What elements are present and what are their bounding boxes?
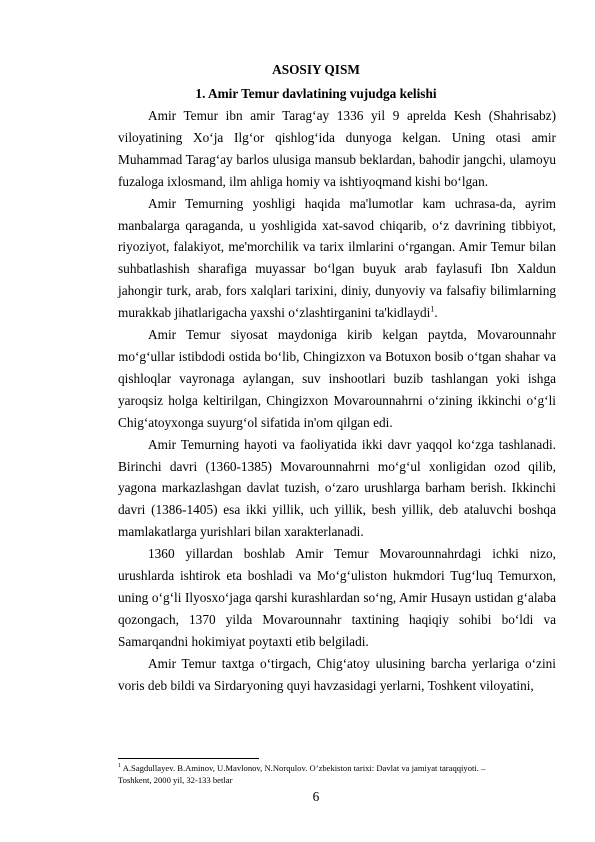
footnote-line-2: Toshkent, 2000 yil, 32-133 betlar xyxy=(118,774,233,785)
paragraph-mongol-rule: Amir Temur siyosat maydoniga kirib kelgan paytda, Movarounnahr mo‘g‘ullar istibdodi ostida bo‘lib, Chingizxon va Botuxon bosib o‘tgan shahar va qishloqlar vayronaga aylangan, suv inshootlari buzib tashlangan yoki ishga yaroqsiz holga keltirilgan, Chingizxon Movarounnahrni o‘zining ikkinchi o‘g‘li Chig‘atoyxonga suyurg‘ol sifatida in'om qilgan edi. xyxy=(118,327,556,430)
paragraph-youth: Amir Temurning yoshligi haqida ma'lumotlar kam uchrasa-da, ayrim manbalarga qaraganda, u yoshligida xat-savod chiqarib, o‘z davrining tibbiyot, riyoziyot, falakiyot, me'morchilik va tarix ilmlarini o‘rgangan. Amir Temur bilan suhbatlashish sharafiga muyassar bo‘lgan buyuk arab faylasufi Ibn Xaldun jahongir turk, arab, fors xalqlari tarixini, diniy, dunyoviy va falsafiy bilimlarning murakkab jihatlarigacha yaxshi o‘zlashtirganini ta'kidlaydi$^1$. xyxy=(118,195,556,321)
footnote-reference[interactable]: 1 xyxy=(430,304,435,314)
footnote-marker: 1 xyxy=(118,763,121,769)
subsection-title: 1. Amir Temur davlatining vujudga kelishi xyxy=(195,86,437,101)
body-text xyxy=(118,105,556,696)
paragraph-youth-text: Amir Temurning yoshligi haqida ma'lumotlar kam uchrasa-da, ayrim manbalarga qaraganda, u yoshligida xat-savod chiqarib, o‘z davrining tibbiyot, riyoziyot, falakiyot, me'morchilik va tarix ilmlarini o‘rgangan. Amir Temur bilan suhbatlashish sharafiga muyassar bo‘lgan buyuk arab faylasufi Ibn Xaldun jahongir turk, arab, fors xalqlari tarixini, diniy, dunyoviy va falsafiy bilimlarning murakkab jihatlarigacha yaxshi o‘zlashtirganini ta'kidlaydi xyxy=(118,195,556,321)
paragraph-birth: Amir Temur ibn amir Tarag‘ay 1336 yil 9 aprelda Kesh (Shahrisabz) viloyatining Xo‘ja Ilg‘or qishlog‘ida dunyoga kelgan. Uning otasi amir Muhammad Tarag‘ay barlos ulusiga mansub beklardan, bahodir jangchi, ulamoyu fuzaloga ixlosmand, ilm ahliga homiy va ishtiyoqmand kishi bo‘lgan. xyxy=(118,108,556,189)
paragraph-throne: Amir Temur taxtga o‘tirgach, Chig‘atoy ulusining barcha yerlariga o‘zini voris deb bildi va Sirdaryoning quyi havzasidagi yerlarni, Toshkent viloyatini, xyxy=(118,655,556,693)
footnote-line-1: A.Sagdullayev. B.Aminov, U.Mavlonov, N.Norqulov. O’zbekiston tarixi: Davlat va jamiyat taraqqiyoti. – xyxy=(122,762,486,773)
paragraph-two-periods: Amir Temurning hayoti va faoliyatida ikki davr yaqqol ko‘zga tashlanadi. Birinchi davri (1360-1385) Movarounnahrni mo‘g‘ul xonligidan ozod qilib, yagona markazlashgan davlat tuzish, o‘zaro urushlarga barham berish. Ikkinchi davri (1386-1405) esa ikki yillik, uch yillik, besh yillik, deb ataluvchi boshqa mamlakatlarga yurishlari bilan xarakterlanadi. xyxy=(118,436,556,540)
footnote xyxy=(118,760,556,786)
footnote-divider xyxy=(118,758,259,759)
section-title: ASOSIY QISM xyxy=(272,62,360,77)
paragraph-1360s: 1360 yillardan boshlab Amir Temur Movarounnahrdagi ichki nizo, urushlarda ishtirok eta boshladi va Mo‘g‘uliston hukmdori Tug‘luq Temurxon, uning o‘g‘li Ilyosxo‘jaga qarshi kurashlardan so‘ng, Amir Husayn ustidan g‘alaba qozongach, 1370 yilda Movarounnahr taxtining haqiqiy sohibi bo‘ldi va Samarqandni hokimiyat poytaxti etib belgiladi. xyxy=(118,546,556,649)
page-number: 6 xyxy=(312,789,320,804)
